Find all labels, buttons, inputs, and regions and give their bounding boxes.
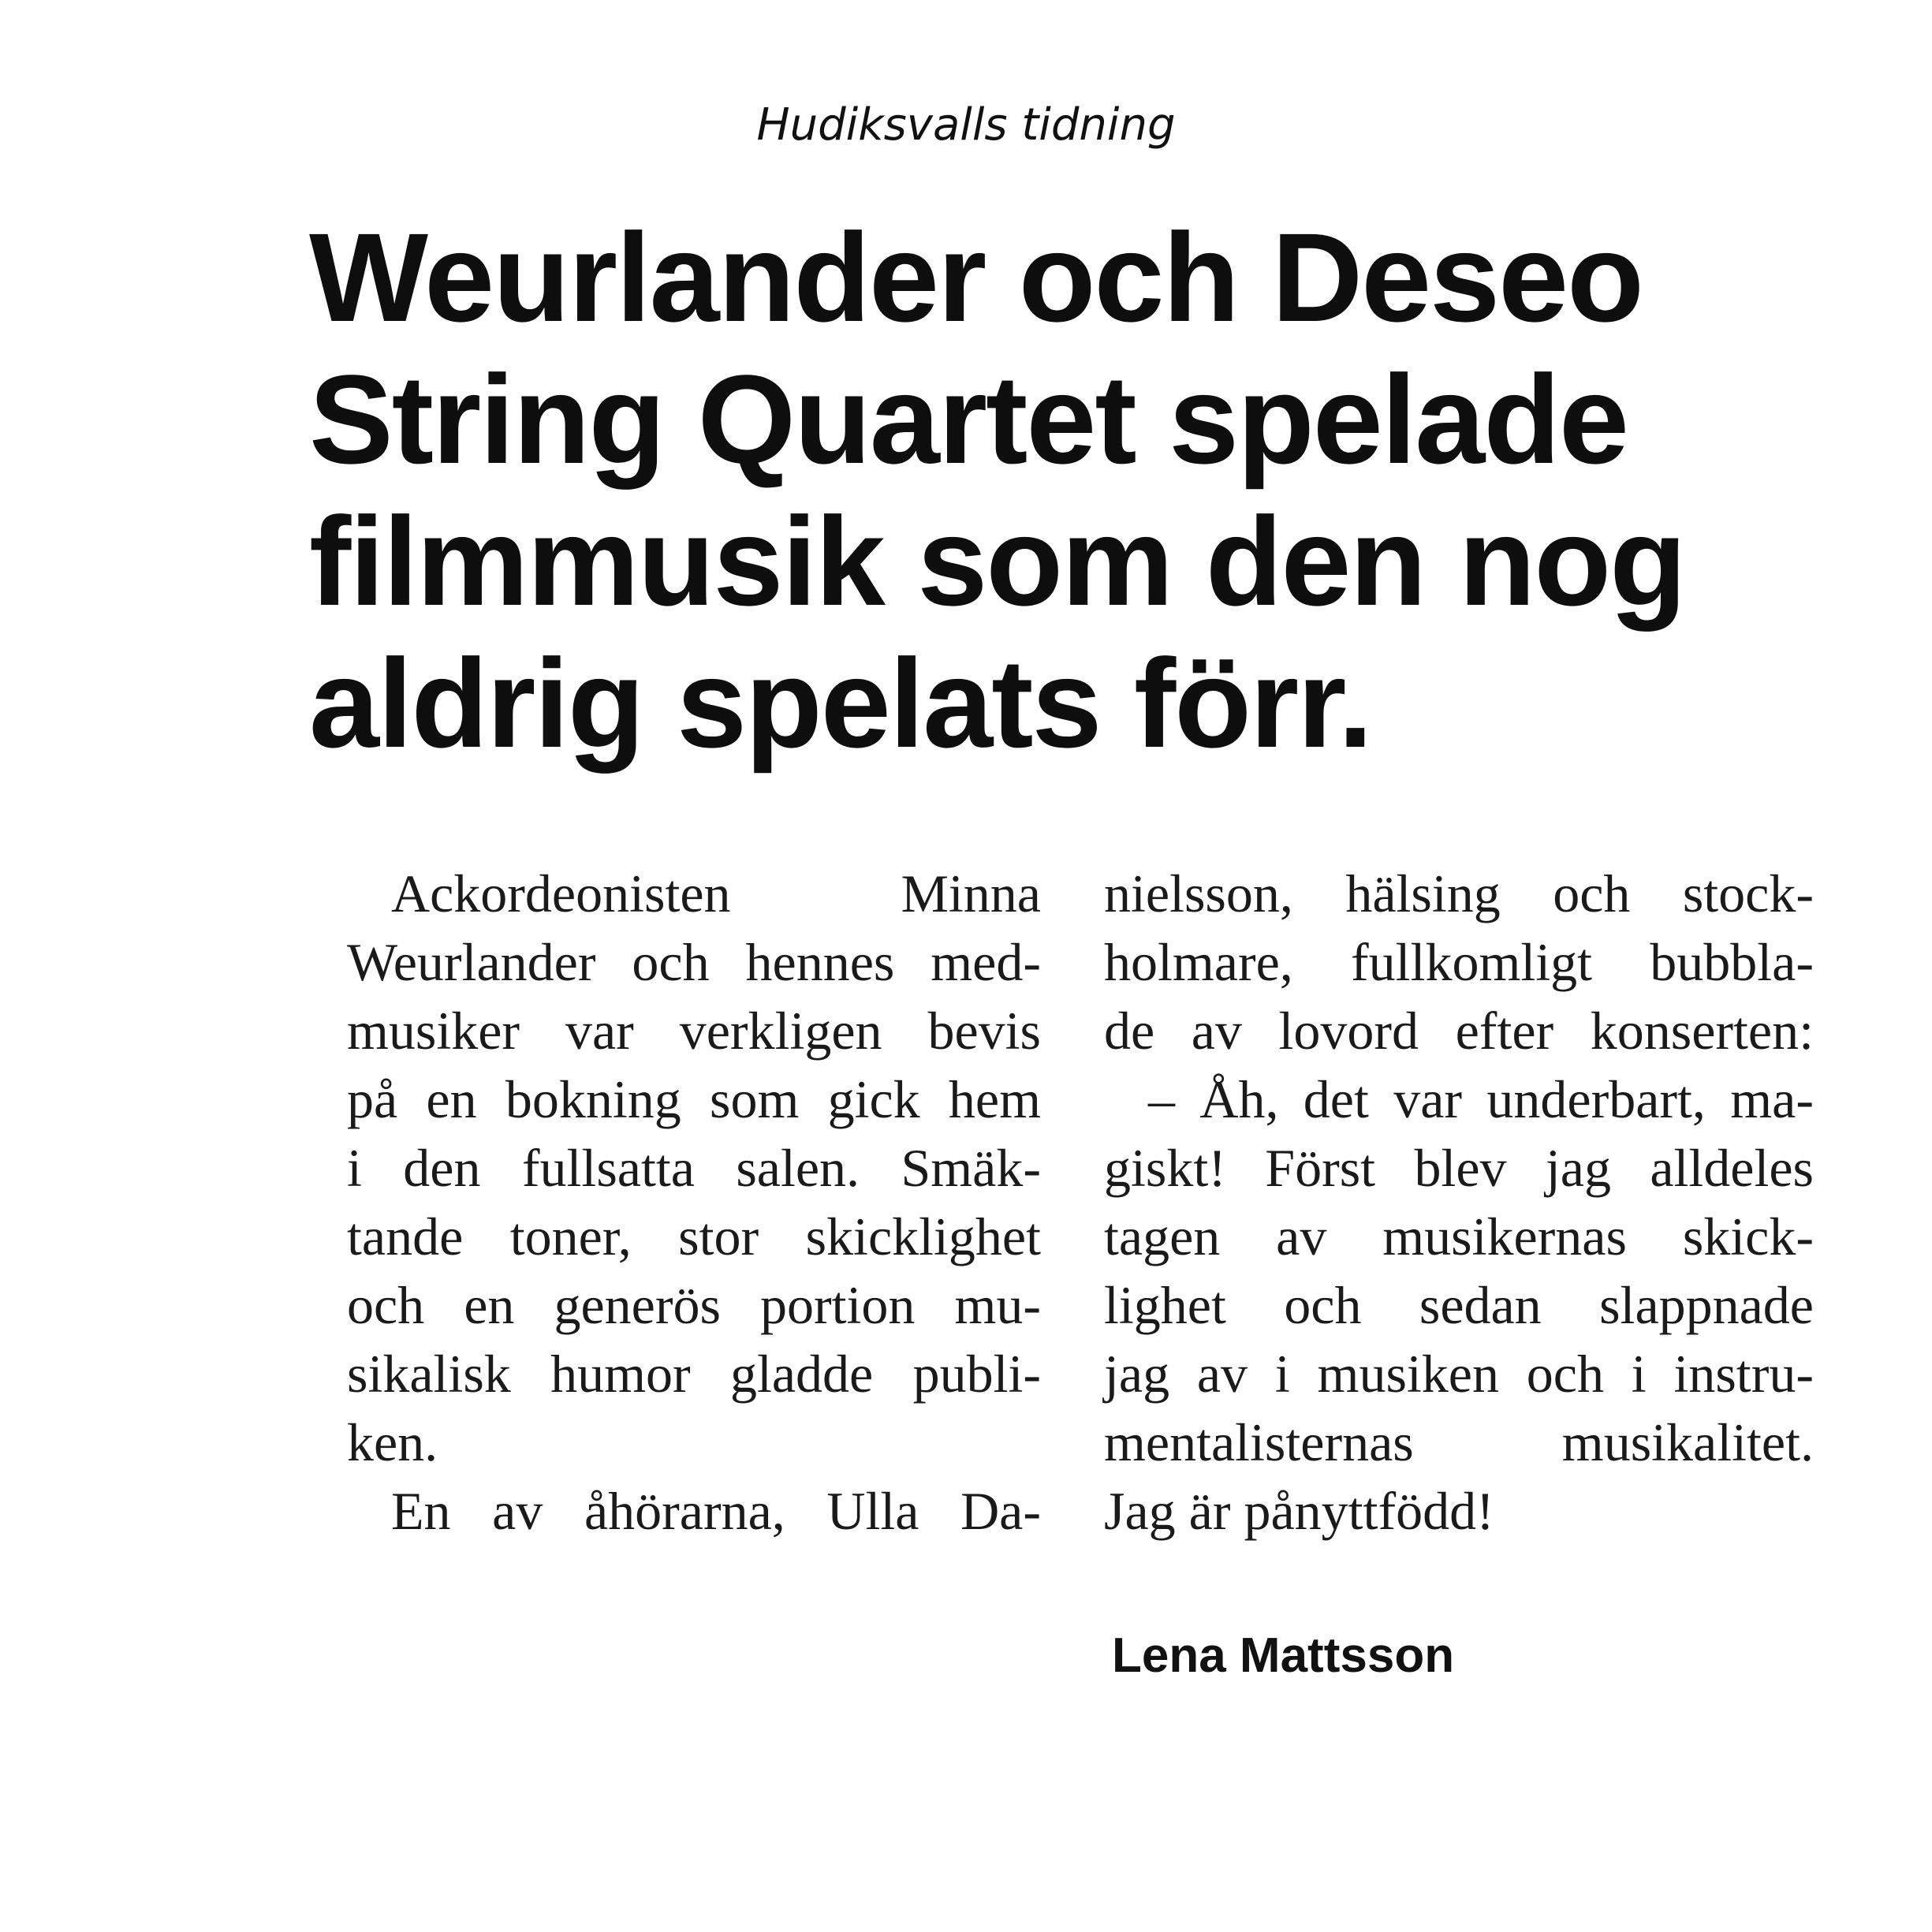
article-line: – Åh, det var underbart, ma- [1148, 1069, 1814, 1129]
headline-line: aldrig spelats förr. [309, 632, 1372, 774]
author-byline: Lena Mattsson [1112, 1628, 1455, 1683]
article-line: Weurlander och hennes med- [347, 932, 1041, 992]
article-line: lighet och sedan slappnade [1104, 1275, 1814, 1335]
publication-name: Hudiksvalls tidning [756, 99, 1176, 151]
article-line: nielsson, hälsing och stock- [1104, 863, 1814, 923]
article-line: på en bokning som gick hem [347, 1069, 1041, 1129]
article-line: Jag är pånyttfödd! [1104, 1481, 1494, 1541]
article-line: ken. [347, 1412, 438, 1472]
article-line: tagen av musikernas skick- [1104, 1207, 1814, 1266]
article-line: tande toner, stor skicklighet [347, 1207, 1041, 1266]
headline-line: filmmusik som den nog [309, 490, 1685, 632]
article-line: jag av i musiken och i instru- [1104, 1344, 1814, 1404]
article-line: i den fullsatta salen. Smäk- [347, 1138, 1041, 1198]
headline-line: String Quartet spelade [309, 349, 1628, 490]
article-column-right [1104, 860, 1814, 1546]
article-column-left [347, 860, 1041, 1546]
article-line: och en generös portion mu- [347, 1275, 1041, 1335]
article-line: holmare, fullkomligt bubbla- [1104, 932, 1814, 992]
article-line: de av lovord efter konserten: [1104, 1001, 1814, 1061]
headline [309, 207, 1768, 774]
article-line: mentalisternas musikalitet. [1104, 1412, 1814, 1472]
article-line: giskt! Först blev jag alldeles [1104, 1138, 1814, 1198]
headline-line: Weurlander och Deseo [309, 207, 1643, 348]
article-line: En av åhörarna, Ulla Da- [391, 1481, 1041, 1541]
article-line: musiker var verkligen bevis [347, 1001, 1041, 1061]
article-line: sikalisk humor gladde publi- [347, 1344, 1041, 1404]
article-line: Ackordeonisten Minna [391, 863, 1041, 923]
